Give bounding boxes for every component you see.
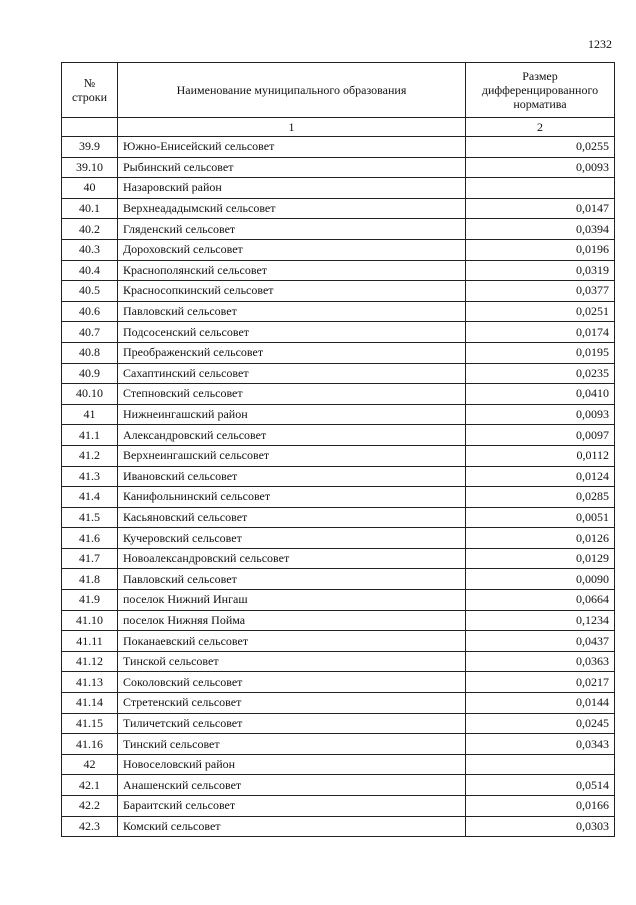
- municipality-name-cell: Тиличетский сельсовет: [118, 713, 466, 734]
- row-number-cell: 41.14: [62, 693, 118, 714]
- row-number-cell: 41.5: [62, 507, 118, 528]
- row-number-cell: 41.1: [62, 425, 118, 446]
- row-number-cell: 41.2: [62, 445, 118, 466]
- normative-value-cell: 0,0126: [466, 528, 615, 549]
- municipality-name-cell: Кучеровский сельсовет: [118, 528, 466, 549]
- row-number-cell: 40.6: [62, 301, 118, 322]
- normative-value-cell: 0,0144: [466, 693, 615, 714]
- normative-value-cell: 0,0664: [466, 590, 615, 611]
- row-number-cell: 40.9: [62, 363, 118, 384]
- table-row: [62, 404, 615, 425]
- row-number-cell: 40.10: [62, 384, 118, 405]
- normative-value-cell: 0,0124: [466, 466, 615, 487]
- municipality-name-cell: Красносопкинский сельсовет: [118, 281, 466, 302]
- table-row: [62, 713, 615, 734]
- header-municipality-name: Наименование муниципального образования: [118, 63, 466, 118]
- normative-value-cell: 0,0285: [466, 487, 615, 508]
- table-row: [62, 796, 615, 817]
- normative-value-cell: 0,0303: [466, 816, 615, 837]
- normative-value-cell: 0,0394: [466, 219, 615, 240]
- row-number-cell: 41.10: [62, 610, 118, 631]
- normative-value-cell: 0,0090: [466, 569, 615, 590]
- normative-value-cell: [466, 178, 615, 199]
- row-number-cell: 41.8: [62, 569, 118, 590]
- table-row: [62, 157, 615, 178]
- table-row: [62, 548, 615, 569]
- row-number-cell: 41.6: [62, 528, 118, 549]
- row-number-cell: 40.1: [62, 198, 118, 219]
- municipality-name-cell: Верхнеададымский сельсовет: [118, 198, 466, 219]
- municipality-name-cell: Степновский сельсовет: [118, 384, 466, 405]
- table-row: [62, 754, 615, 775]
- municipality-name-cell: Преображенский сельсовет: [118, 342, 466, 363]
- municipality-name-cell: Дороховский сельсовет: [118, 239, 466, 260]
- table-row: [62, 384, 615, 405]
- municipality-name-cell: Рыбинский сельсовет: [118, 157, 466, 178]
- normative-value-cell: 0,0319: [466, 260, 615, 281]
- table-row: [62, 425, 615, 446]
- row-number-cell: 40.7: [62, 322, 118, 343]
- table-row: [62, 445, 615, 466]
- normative-value-cell: 0,0093: [466, 157, 615, 178]
- normative-value-cell: 0,0196: [466, 239, 615, 260]
- header-row-number: № строки: [62, 63, 118, 118]
- normative-value-cell: 0,0097: [466, 425, 615, 446]
- table-row: [62, 239, 615, 260]
- municipality-name-cell: поселок Нижний Ингаш: [118, 590, 466, 611]
- row-number-cell: 41.4: [62, 487, 118, 508]
- table-row: [62, 137, 615, 158]
- column-number-name: 1: [118, 118, 466, 137]
- row-number-cell: 39.10: [62, 157, 118, 178]
- table-row: [62, 487, 615, 508]
- municipality-name-cell: Ивановский сельсовет: [118, 466, 466, 487]
- municipality-name-cell: Павловский сельсовет: [118, 569, 466, 590]
- municipality-name-cell: поселок Нижняя Пойма: [118, 610, 466, 631]
- municipality-name-cell: Бараитский сельсовет: [118, 796, 466, 817]
- table-row: [62, 363, 615, 384]
- normative-value-cell: 0,0174: [466, 322, 615, 343]
- column-number-value: 2: [466, 118, 615, 137]
- municipality-name-cell: Южно-Енисейский сельсовет: [118, 137, 466, 158]
- municipality-name-cell: Павловский сельсовет: [118, 301, 466, 322]
- normative-value-cell: 0,0112: [466, 445, 615, 466]
- table-row: [62, 466, 615, 487]
- normative-value-cell: 0,0245: [466, 713, 615, 734]
- municipality-name-cell: Новоселовский район: [118, 754, 466, 775]
- table-row: [62, 610, 615, 631]
- normative-value-cell: 0,0251: [466, 301, 615, 322]
- table-row: [62, 198, 615, 219]
- normative-value-cell: 0,0514: [466, 775, 615, 796]
- normative-value-cell: 0,0343: [466, 734, 615, 755]
- normative-value-cell: 0,0129: [466, 548, 615, 569]
- table-row: [62, 651, 615, 672]
- table-row: [62, 528, 615, 549]
- municipality-name-cell: Стретенский сельсовет: [118, 693, 466, 714]
- municipality-name-cell: Комский сельсовет: [118, 816, 466, 837]
- municipality-name-cell: Нижнеингашский район: [118, 404, 466, 425]
- table-row: [62, 342, 615, 363]
- municipality-name-cell: Подсосенский сельсовет: [118, 322, 466, 343]
- header-normative-size: Размер дифференцированного норматива: [466, 63, 615, 118]
- row-number-cell: 41.13: [62, 672, 118, 693]
- table-row: [62, 816, 615, 837]
- normative-value-cell: 0,0363: [466, 651, 615, 672]
- municipality-name-cell: Новоалександровский сельсовет: [118, 548, 466, 569]
- column-number-empty: [62, 118, 118, 137]
- row-number-cell: 42.1: [62, 775, 118, 796]
- normative-value-cell: 0,0410: [466, 384, 615, 405]
- municipality-name-cell: Тинский сельсовет: [118, 734, 466, 755]
- table-row: [62, 672, 615, 693]
- normative-value-cell: 0,0235: [466, 363, 615, 384]
- row-number-cell: 40.2: [62, 219, 118, 240]
- row-number-cell: 41.15: [62, 713, 118, 734]
- row-number-cell: 41.16: [62, 734, 118, 755]
- municipality-name-cell: Тинской сельсовет: [118, 651, 466, 672]
- column-number-row: [62, 118, 615, 137]
- row-number-cell: 40: [62, 178, 118, 199]
- municipality-name-cell: Назаровский район: [118, 178, 466, 199]
- row-number-cell: 41.7: [62, 548, 118, 569]
- row-number-cell: 40.4: [62, 260, 118, 281]
- table-row: [62, 734, 615, 755]
- table-body: [62, 137, 615, 837]
- municipality-name-cell: Верхнеингашский сельсовет: [118, 445, 466, 466]
- normative-value-cell: 0,1234: [466, 610, 615, 631]
- table-row: [62, 631, 615, 652]
- row-number-cell: 41: [62, 404, 118, 425]
- row-number-cell: 40.8: [62, 342, 118, 363]
- normative-value-cell: 0,0147: [466, 198, 615, 219]
- municipality-name-cell: Анашенский сельсовет: [118, 775, 466, 796]
- normative-value-cell: 0,0051: [466, 507, 615, 528]
- municipality-name-cell: Сахаптинский сельсовет: [118, 363, 466, 384]
- normative-value-cell: 0,0195: [466, 342, 615, 363]
- page-number: 1232: [588, 37, 612, 51]
- municipality-name-cell: Поканаевский сельсовет: [118, 631, 466, 652]
- normative-value-cell: 0,0093: [466, 404, 615, 425]
- municipality-name-cell: Гляденский сельсовет: [118, 219, 466, 240]
- municipality-name-cell: Александровский сельсовет: [118, 425, 466, 446]
- row-number-cell: 40.5: [62, 281, 118, 302]
- row-number-cell: 41.9: [62, 590, 118, 611]
- normative-value-cell: 0,0377: [466, 281, 615, 302]
- table-row: [62, 775, 615, 796]
- table-row: [62, 507, 615, 528]
- table-row: [62, 260, 615, 281]
- normative-value-cell: 0,0255: [466, 137, 615, 158]
- row-number-cell: 42: [62, 754, 118, 775]
- row-number-cell: 40.3: [62, 239, 118, 260]
- normative-value-cell: 0,0217: [466, 672, 615, 693]
- table-row: [62, 281, 615, 302]
- municipality-name-cell: Соколовский сельсовет: [118, 672, 466, 693]
- row-number-cell: 42.3: [62, 816, 118, 837]
- municipality-name-cell: Канифольнинский сельсовет: [118, 487, 466, 508]
- municipality-name-cell: Касьяновский сельсовет: [118, 507, 466, 528]
- municipality-name-cell: Краснополянский сельсовет: [118, 260, 466, 281]
- table-row: [62, 322, 615, 343]
- table-row: [62, 178, 615, 199]
- row-number-cell: 39.9: [62, 137, 118, 158]
- normative-value-cell: 0,0437: [466, 631, 615, 652]
- table-row: [62, 569, 615, 590]
- row-number-cell: 42.2: [62, 796, 118, 817]
- row-number-cell: 41.12: [62, 651, 118, 672]
- table-row: [62, 590, 615, 611]
- row-number-cell: 41.3: [62, 466, 118, 487]
- table-row: [62, 301, 615, 322]
- row-number-cell: 41.11: [62, 631, 118, 652]
- table-header-row: [62, 63, 615, 118]
- table-row: [62, 693, 615, 714]
- normative-value-cell: [466, 754, 615, 775]
- table-row: [62, 219, 615, 240]
- normative-value-cell: 0,0166: [466, 796, 615, 817]
- normative-table: [61, 62, 615, 837]
